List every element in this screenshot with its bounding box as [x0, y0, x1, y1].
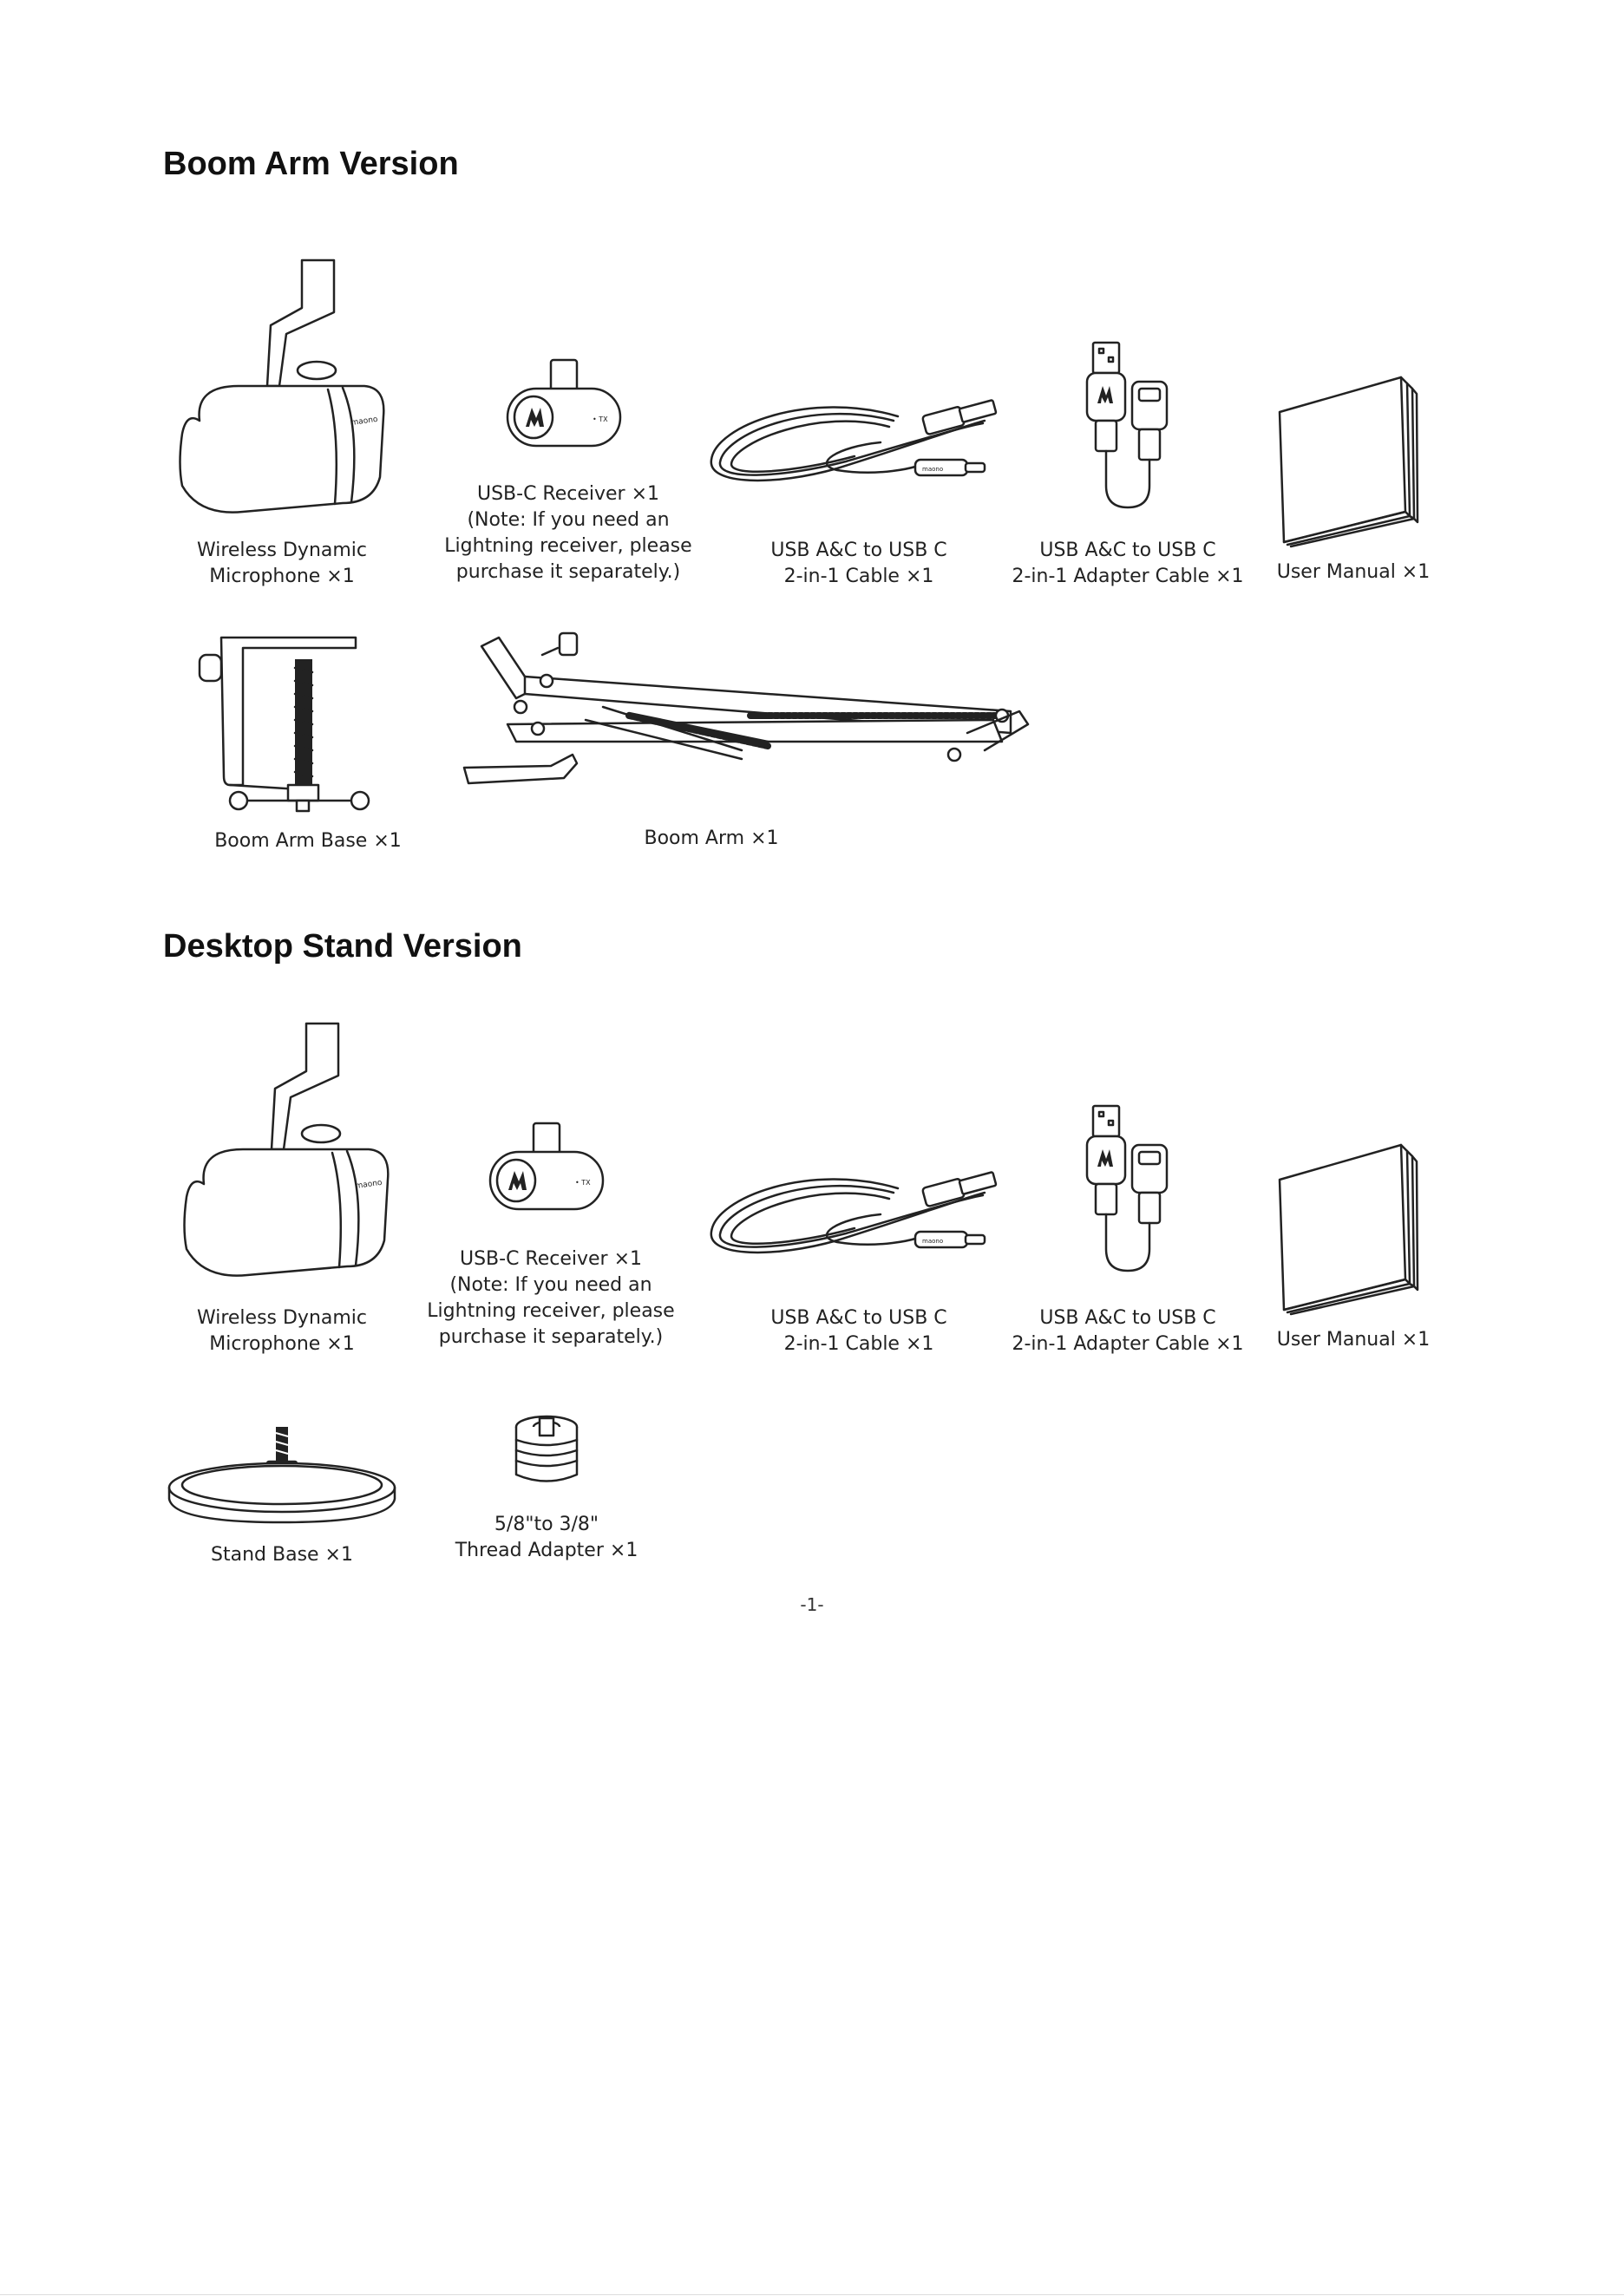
caption-usb-c-receiver: USB-C Receiver ×1 (Note: If you need an Lightning receiver, please purchase it separately.)	[427, 1248, 675, 1348]
user-manual-illustration	[1275, 1141, 1423, 1314]
microphone-illustration	[178, 1019, 395, 1288]
boom-arm-base-illustration	[191, 629, 382, 815]
caption-boom-arm: Boom Arm ×1	[644, 827, 779, 849]
caption-microphone: Wireless Dynamic Microphone ×1	[196, 1307, 368, 1355]
caption-user-manual: User Manual ×1	[1276, 561, 1431, 583]
microphone-illustration	[174, 256, 390, 525]
adapter-cable-illustration	[1063, 338, 1175, 520]
caption-stand-base: Stand Base ×1	[211, 1544, 353, 1566]
usb-c-receiver-illustration	[499, 356, 629, 460]
caption-2-in-1-cable: USB A&C to USB C 2-in-1 Cable ×1	[770, 540, 947, 587]
svg-text:• TX: • TX	[575, 1179, 591, 1187]
section-heading-desktop-stand: Desktop Stand Version	[163, 928, 522, 965]
thread-adapter-illustration	[512, 1414, 581, 1488]
caption-adapter-cable: USB A&C to USB C 2-in-1 Adapter Cable ×1	[1012, 540, 1244, 587]
svg-text:maono: maono	[355, 1178, 383, 1191]
caption-user-manual: User Manual ×1	[1276, 1329, 1431, 1351]
caption-microphone: Wireless Dynamic Microphone ×1	[196, 540, 368, 587]
caption-adapter-cable: USB A&C to USB C 2-in-1 Adapter Cable ×1	[1012, 1307, 1244, 1355]
user-manual-illustration	[1275, 373, 1423, 546]
svg-text:maono: maono	[922, 1238, 944, 1245]
usb-c-receiver-illustration	[481, 1119, 612, 1223]
page-number: -1-	[800, 1594, 824, 1615]
caption-2-in-1-cable: USB A&C to USB C 2-in-1 Cable ×1	[770, 1307, 947, 1355]
stand-base-illustration	[165, 1423, 408, 1527]
svg-text:• TX: • TX	[593, 415, 608, 423]
2-in-1-cable-illustration	[707, 1145, 1019, 1275]
svg-text:maono: maono	[350, 415, 379, 428]
caption-thread-adapter: 5/8"to 3/8" Thread Adapter ×1	[455, 1514, 638, 1561]
2-in-1-cable-illustration	[707, 373, 1019, 503]
svg-text:maono: maono	[922, 466, 944, 473]
boom-arm-illustration	[455, 629, 1045, 802]
section-heading-boom-arm: Boom Arm Version	[163, 146, 459, 182]
footer-rule	[0, 2294, 1624, 2295]
caption-boom-arm-base: Boom Arm Base ×1	[214, 830, 402, 852]
caption-usb-c-receiver: USB-C Receiver ×1 (Note: If you need an Lightning receiver, please purchase it separately.)	[444, 483, 692, 583]
adapter-cable-illustration	[1063, 1102, 1175, 1284]
